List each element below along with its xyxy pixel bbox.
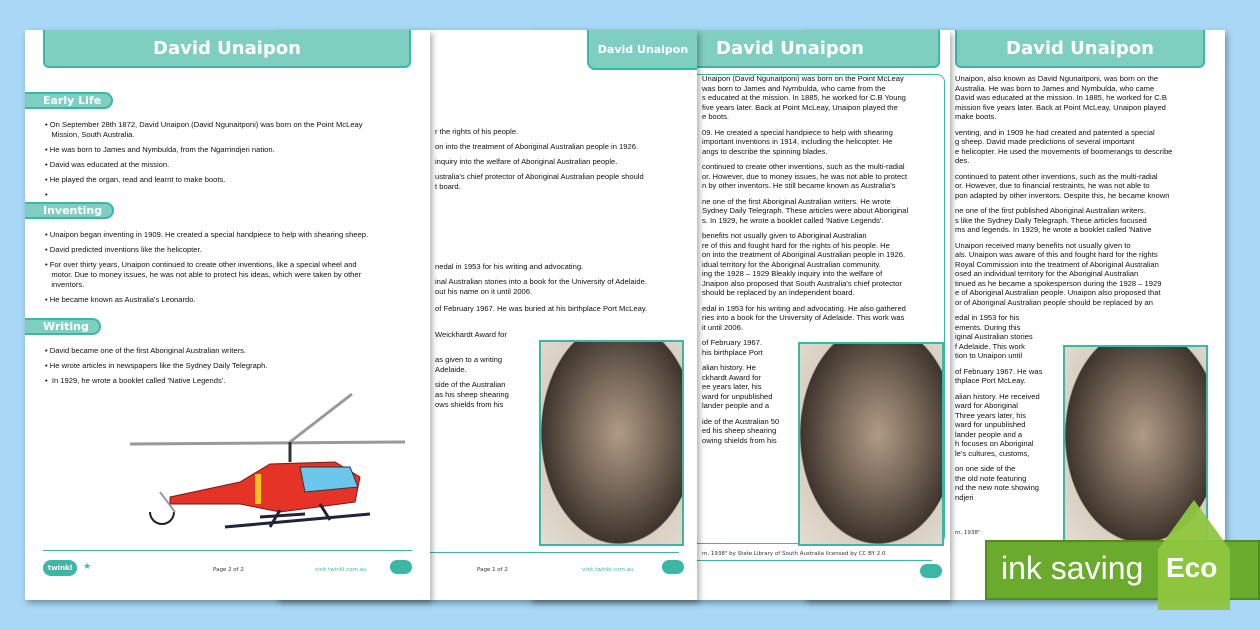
text-line: nedal in 1953 for his writing and advocating. — [435, 262, 584, 271]
twinkl-badge — [920, 564, 942, 578]
text-line: n by other inventors. He still became known as Australia's — [702, 181, 896, 190]
text-line: ows shields from his — [435, 400, 504, 409]
text-line: ckhardt Award for — [702, 372, 761, 382]
twinkl-badge — [390, 560, 412, 574]
text-line: • In 1929, he wrote a booklet called 'Native Legends'. — [45, 376, 226, 385]
text-line: side of the Australian — [435, 380, 506, 389]
text-line: ries into a book for the University of Adelaide. This work was — [702, 313, 905, 322]
text-line: Australia. He was born to James and Nymbulda, who came — [955, 83, 1155, 93]
page-title-bar — [955, 30, 1205, 68]
text-line: idual territory for the Aboriginal Australian community. — [702, 259, 881, 269]
text-line: inal Australian stories into a book for the University of Adelaide. — [435, 277, 647, 286]
text-line: • Unaipon began inventing in 1909. He created a special handpiece to help with shearing sheep. — [45, 230, 369, 239]
text-line: edal in 1953 for his writing and advocating. He also gathered — [702, 303, 906, 313]
page-title: David Unaipon — [1006, 37, 1154, 59]
text-line: on one side of the — [955, 464, 1016, 473]
section-heading: Inventing — [25, 202, 114, 219]
text-line: Three years later, his — [955, 410, 1026, 420]
page-title: David Unaipon — [716, 37, 864, 59]
text-line: Adelaide. — [435, 365, 467, 374]
text-line: out his name on it until 2006. — [435, 287, 533, 296]
text-line: ee years later, his — [702, 382, 762, 391]
text-line: • On September 28th 1872, David Unaipon (David Ngunaitponi) was born on the Point McLeay — [45, 120, 363, 129]
ink-saving-label: ink saving — [1001, 550, 1144, 586]
text-line: venting, and in 1909 he had created and patented a special — [955, 127, 1155, 137]
text-line: osed an individual territory for the Aboriginal Australian — [955, 269, 1139, 278]
text-line: • He was born to James and Nymbulda, from the Ngarrindjeri nation. — [45, 145, 275, 154]
text-line: continued to patent other inventions, such as the multi-radial — [955, 171, 1158, 181]
page-title: David Unaipon — [153, 37, 301, 59]
text-line: ing the 1928 – 1929 Bleakly inquiry into the welfare of — [702, 269, 883, 278]
text-line: lander people and a — [955, 429, 1023, 439]
photo-credit: m, 1938" — [955, 530, 981, 536]
text-line: ne one of the first published Aboriginal Australian writers. — [955, 206, 1146, 215]
text-line: s. In 1929, he wrote a booklet called 'Native Legends'. — [702, 215, 884, 225]
text-line: • He wrote articles in newspapers like the Sydney Daily Telegraph. — [45, 361, 268, 370]
text-line: ne one of the first Aboriginal Australian writers. He wrote — [702, 196, 891, 206]
footer-line — [43, 550, 412, 551]
page-number: Page 2 of 2 — [213, 567, 244, 573]
text-line: t board. — [435, 182, 461, 191]
text-line: e helicopter. He used the movements of boomerangs to describe — [955, 146, 1173, 156]
text-line: thplace Port McLeay. — [955, 376, 1026, 385]
text-line: • — [45, 190, 48, 199]
text-line: tinued as he became a spokesperson during the 1928 – 1929 — [955, 278, 1162, 288]
text-line: ustralia's chief protector of Aboriginal Australian people should — [435, 172, 644, 181]
text-line: des. — [955, 156, 970, 165]
text-line: ward for unpublished — [955, 420, 1026, 429]
text-line: Unaipon received many benefits not usually given to — [955, 240, 1131, 250]
text-line: make boots. — [955, 112, 997, 121]
text-line: nd the new note showing — [955, 483, 1040, 492]
text-line: the old note featuring — [955, 473, 1027, 483]
text-line: ms and legends. In 1929, he wrote a booklet called 'Native — [955, 225, 1152, 234]
text-line: f Adelaide. This work — [955, 341, 1025, 351]
text-line: re of this and fought hard for the rights of his people. He — [702, 240, 890, 250]
twinkl-badge — [662, 560, 684, 574]
text-line: 09. He created a special handpiece to help with shearing — [702, 127, 893, 137]
text-line: or of Aboriginal Australian people should be replaced by an — [955, 297, 1153, 307]
text-line: Unaipon (David Ngunaitponi) was born on the Point McLeay — [702, 74, 904, 83]
text-line: Sydney Daily Telegraph. These articles were about Aboriginal — [702, 206, 909, 215]
text-line: his birthplace Port — [702, 347, 763, 357]
text-line: ward for unpublished — [702, 391, 773, 401]
page-title-bar — [43, 30, 411, 68]
text-line: motor. Due to money issues, he was not able to protect his ideas, which were taken by other — [45, 270, 362, 279]
text-line: angs to describe the spinning blades. — [702, 146, 828, 156]
text-line: of February 1967. He was — [955, 366, 1043, 376]
text-line: of February 1967. — [702, 338, 762, 347]
text-line: • He became known as Australia's Leonardo. — [45, 295, 196, 304]
text-line: r the rights of his people. — [435, 127, 519, 136]
text-line: • David predicted inventions like the helicopter. — [45, 245, 202, 254]
portrait-photo — [798, 342, 944, 546]
text-line: or. However, due to financial restraints, he was not able to — [955, 181, 1150, 190]
text-line: continued to create other inventions, such as the multi-radial — [702, 162, 905, 171]
section-heading: Writing — [25, 318, 101, 335]
text-line: of February 1967. He was buried at his birthplace Port McLeay. — [435, 304, 648, 313]
section-heading: Early Life — [25, 92, 113, 109]
text-line: Jnaipon also proposed that South Australia's chief protector — [702, 278, 902, 288]
text-line: benefits not usually given to Aboriginal Australian — [702, 231, 867, 240]
text-line: als. Unaipon was aware of this and fought hard for the rights — [955, 250, 1158, 259]
text-line: Mission, South Australia. — [45, 130, 135, 139]
text-line: or. However, due to money issues, he was not able to protect — [702, 171, 908, 181]
text-line: inquiry into the welfare of Aboriginal Australian people. — [435, 157, 618, 166]
text-line: tion to Unaipon until — [955, 351, 1023, 360]
text-line: alian history. He — [702, 363, 756, 372]
text-line: mission five years later. Back at Point McLeay, Unaipon played — [955, 102, 1166, 112]
text-line: e of Aboriginal Australian people. Unaipon also proposed that — [955, 288, 1161, 297]
text-line: was born to James and Nymbulda, who came from the — [702, 83, 886, 93]
page-title-tab — [587, 30, 697, 70]
text-line: Royal Commission into the treatment of Aboriginal Australian — [955, 259, 1159, 269]
text-line: on into the treatment of Aboriginal Australian people in 1926. — [435, 142, 639, 151]
text-line: it until 2006. — [702, 322, 743, 332]
text-line: on into the treatment of Aboriginal Australian people in 1926. — [702, 250, 906, 259]
text-line: should be replaced by an independent board. — [702, 288, 855, 297]
footer-url[interactable]: visit twinkl.com.au — [315, 567, 367, 573]
eco-badge: Eco — [1166, 552, 1218, 583]
text-line: ward for Aboriginal — [955, 401, 1018, 410]
text-line: alian history. He received — [955, 391, 1040, 401]
worksheet-page-1 — [25, 30, 430, 600]
twinkl-logo: twinkl — [43, 560, 77, 576]
text-line: pon adapted by other inventors. Despite this, he became known — [955, 190, 1170, 200]
text-line: • He played the organ, read and learnt to make boots. — [45, 175, 226, 184]
text-line: s educated at the mission. In 1885, he worked for C.B Young — [702, 93, 906, 102]
page-title: David Unaipon — [597, 42, 689, 56]
text-line: David was educated at the mission. In 1885, he worked for C.B — [955, 93, 1167, 102]
text-line: five years later. Back at Point McLeay, Unaipon played the — [702, 102, 898, 112]
text-line: as given to a writing — [435, 355, 503, 364]
text-line: owing shields from his — [702, 435, 777, 445]
text-line: ed his sheep shearing — [702, 426, 777, 435]
star-icon: ★ — [83, 562, 92, 572]
text-line: g sheep. David made predictions of several important — [955, 137, 1135, 146]
text-line: as his sheep shearing — [435, 390, 509, 399]
text-line: • David was educated at the mission. — [45, 160, 170, 169]
text-line: ements. During this — [955, 322, 1021, 332]
helicopter-illustration — [130, 392, 430, 542]
text-line: ide of the Australian 50 — [702, 416, 780, 426]
text-line: important inventions in 1914, including the helicopter. He — [702, 137, 893, 146]
photo-credit: m, 1938" by State Library of South Australia licensed by CC BY 2.0 — [702, 551, 886, 557]
text-line: • David became one of the first Aboriginal Australian writers. — [45, 346, 247, 355]
text-line: ndjeri — [955, 492, 974, 502]
text-line: edal in 1953 for his — [955, 313, 1020, 322]
page-number: Page 1 of 2 — [477, 567, 508, 573]
portrait-photo — [539, 340, 684, 546]
text-line: Weickhardt Award for — [435, 330, 507, 339]
text-line: iginal Australian stories — [955, 332, 1033, 341]
text-line: Unaipon, also known as David Ngunaitponi, was born on the — [955, 74, 1159, 83]
footer-url[interactable]: visit twinkl.com.au — [582, 567, 634, 573]
text-line: le's cultures, customs, — [955, 448, 1030, 458]
text-line: inventors. — [45, 280, 85, 289]
text-line: e boots. — [702, 112, 730, 121]
text-line: • For over thirty years, Unaipon continued to create other inventions, like a special wheel and — [45, 260, 357, 269]
text-line: h focuses on Aboriginal — [955, 439, 1034, 448]
text-line: lander people and a — [702, 401, 770, 410]
text-line: s like the Sydney Daily Telegraph. These articles focused — [955, 215, 1147, 225]
